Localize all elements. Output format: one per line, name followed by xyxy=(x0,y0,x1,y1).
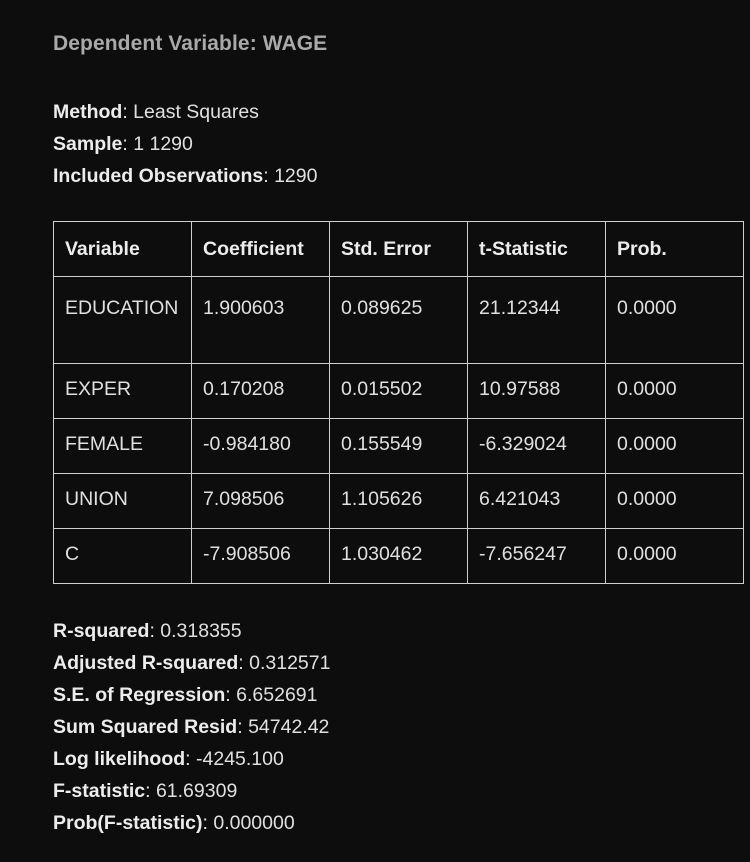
meta-label: Sample xyxy=(53,133,123,155)
meta-value: 1 1290 xyxy=(133,133,193,155)
prob-cell: 0.0000 xyxy=(606,364,744,419)
table-row xyxy=(54,474,744,529)
std-error-cell: 0.089625 xyxy=(330,277,468,364)
meta-label: Included Observations xyxy=(53,165,264,187)
stat-label: Adjusted R-squared xyxy=(53,652,239,674)
stat-prob-f-statistic: Prob(F-statistic): 0.000000 xyxy=(53,812,295,834)
std-error-cell: 0.155549 xyxy=(330,419,468,474)
std-error-cell: 1.030462 xyxy=(330,529,468,584)
stat-adjusted-r-squared: Adjusted R-squared: 0.312571 xyxy=(53,652,331,674)
variable-cell: EDUCATION xyxy=(54,277,192,364)
stat-value: 6.652691 xyxy=(236,684,318,706)
variable-cell: EXPER xyxy=(54,364,192,419)
coefficient-cell: -7.908506 xyxy=(192,529,330,584)
t-statistic-cell: 10.97588 xyxy=(468,364,606,419)
coefficients-table xyxy=(53,221,744,584)
stat-label: Prob(F-statistic) xyxy=(53,812,203,834)
stat-value: 61.69309 xyxy=(155,780,238,802)
t-statistic-cell: 21.12344 xyxy=(468,277,606,364)
meta-method: Method: Least Squares xyxy=(53,101,259,123)
coefficient-cell: -0.984180 xyxy=(192,419,330,474)
column-header: Prob. xyxy=(606,222,744,277)
coefficient-cell: 0.170208 xyxy=(192,364,330,419)
variable-cell: FEMALE xyxy=(54,419,192,474)
stat-value: 0.000000 xyxy=(213,812,295,834)
column-header: Variable xyxy=(54,222,192,277)
stat-label: S.E. of Regression xyxy=(53,684,226,706)
std-error-cell: 1.105626 xyxy=(330,474,468,529)
stat-label: F-statistic xyxy=(53,780,146,802)
std-error-cell: 0.015502 xyxy=(330,364,468,419)
regression-statistics xyxy=(53,615,330,839)
coefficient-cell: 7.098506 xyxy=(192,474,330,529)
prob-cell: 0.0000 xyxy=(606,419,744,474)
stat-f-statistic: F-statistic: 61.69309 xyxy=(53,780,238,802)
stat-log-likelihood: Log likelihood: -4245.100 xyxy=(53,748,284,770)
estimation-meta xyxy=(53,96,317,192)
stat-label: Sum Squared Resid xyxy=(53,716,238,738)
variable-cell: UNION xyxy=(54,474,192,529)
stat-value: 0.318355 xyxy=(160,620,242,642)
table-row xyxy=(54,277,744,364)
column-header: t-Statistic xyxy=(468,222,606,277)
stat-value: -4245.100 xyxy=(196,748,284,770)
meta-sample: Sample: 1 1290 xyxy=(53,133,193,155)
t-statistic-cell: 6.421043 xyxy=(468,474,606,529)
t-statistic-cell: -6.329024 xyxy=(468,419,606,474)
meta-observations: Included Observations: 1290 xyxy=(53,165,318,187)
t-statistic-cell: -7.656247 xyxy=(468,529,606,584)
prob-cell: 0.0000 xyxy=(606,529,744,584)
stat-label: R-squared xyxy=(53,620,150,642)
column-header: Std. Error xyxy=(330,222,468,277)
stat-value: 0.312571 xyxy=(249,652,331,674)
stat-se-regression: S.E. of Regression: 6.652691 xyxy=(53,684,318,706)
prob-cell: 0.0000 xyxy=(606,474,744,529)
coefficient-cell: 1.900603 xyxy=(192,277,330,364)
dependent-variable-title: Dependent Variable: WAGE xyxy=(53,32,328,55)
stat-r-squared: R-squared: 0.318355 xyxy=(53,620,242,642)
stat-sum-squared-resid: Sum Squared Resid: 54742.42 xyxy=(53,716,330,738)
table-row xyxy=(54,529,744,584)
column-header: Coefficient xyxy=(192,222,330,277)
stat-label: Log likelihood xyxy=(53,748,186,770)
meta-label: Method xyxy=(53,101,123,123)
variable-cell: C xyxy=(54,529,192,584)
meta-value: Least Squares xyxy=(133,101,259,123)
table-row xyxy=(54,419,744,474)
meta-value: 1290 xyxy=(274,165,318,187)
table-header-row xyxy=(54,222,744,277)
stat-value: 54742.42 xyxy=(248,716,330,738)
prob-cell: 0.0000 xyxy=(606,277,744,364)
table-row xyxy=(54,364,744,419)
